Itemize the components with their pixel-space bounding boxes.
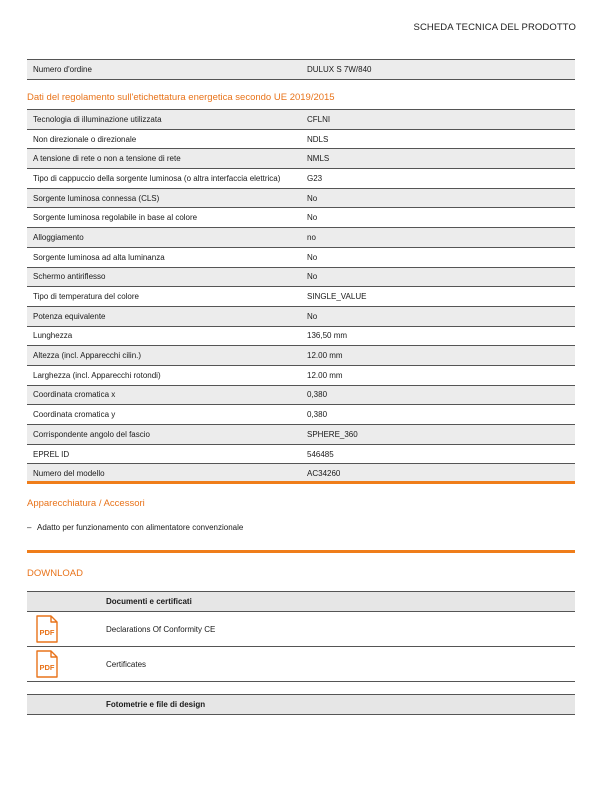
spec-row (27, 268, 575, 288)
spec-label: Potenza equivalente (33, 311, 106, 321)
order-number-label: Numero d'ordine (33, 64, 92, 74)
spec-value: NDLS (307, 134, 329, 144)
spec-label: Sorgente luminosa regolabile in base al colore (33, 213, 198, 223)
section-divider (27, 550, 575, 553)
spec-row (27, 445, 575, 465)
spec-value: 546485 (307, 449, 334, 459)
accessory-item-text: Adatto per funzionamento con alimentatore convenzionale (37, 523, 244, 532)
pdf-icon-label: PDF (39, 628, 55, 637)
photometry-header-label: Fotometrie e file di design (106, 700, 206, 709)
download-file-row[interactable] (27, 647, 575, 682)
spec-value: SINGLE_VALUE (307, 292, 367, 302)
spec-label: Numero del modello (33, 469, 105, 479)
spec-value: No (307, 311, 318, 321)
spec-value: 0,380 (307, 390, 328, 400)
spec-row (27, 169, 575, 189)
spec-row (27, 208, 575, 228)
accessories-title: Apparecchiatura / Accessori (27, 498, 145, 509)
order-number-value: DULUX S 7W/840 (307, 64, 372, 74)
photometry-header (27, 695, 575, 715)
download-file-name[interactable]: Declarations Of Conformity CE (106, 624, 216, 634)
spec-value: CFLNI (307, 114, 331, 124)
spec-value: 12.00 mm (307, 370, 343, 380)
spec-value: SPHERE_360 (307, 429, 358, 439)
order-number-table (27, 59, 575, 80)
spec-row (27, 110, 575, 130)
page-title: SCHEDA TECNICA DEL PRODOTTO (413, 22, 576, 33)
spec-label: Alloggiamento (33, 232, 84, 242)
pdf-icon-label: PDF (39, 663, 55, 672)
spec-value: AC34260 (307, 469, 341, 479)
spec-label: Non direzionale o direzionale (33, 134, 137, 144)
energy-spec-table (27, 109, 575, 484)
spec-label: A tensione di rete o non a tensione di rete (33, 154, 181, 164)
spec-value: 12.00 mm (307, 351, 343, 361)
spec-label: Coordinata cromatica x (33, 390, 116, 400)
download-file-name[interactable]: Certificates (106, 659, 147, 669)
spec-row (27, 386, 575, 406)
download-file-row[interactable] (27, 612, 575, 647)
spec-value: 136,50 mm (307, 331, 348, 341)
accessory-item (27, 523, 243, 532)
spec-row (27, 346, 575, 366)
documents-header-label: Documenti e certificati (106, 597, 192, 606)
section-divider (27, 481, 575, 484)
spec-label: Tipo di cappuccio della sorgente luminosa (o altra interfaccia elettrica) (33, 173, 281, 183)
spec-row (27, 405, 575, 425)
spec-label: Larghezza (incl. Apparecchi rotondi) (33, 370, 161, 380)
spec-value: NMLS (307, 154, 330, 164)
spec-label: Sorgente luminosa ad alta luminanza (33, 252, 165, 262)
spec-label: Tecnologia di illuminazione utilizzata (33, 114, 162, 124)
spec-row (27, 425, 575, 445)
spec-row (27, 189, 575, 209)
spec-label: Lunghezza (33, 331, 73, 341)
spec-label: Coordinata cromatica y (33, 410, 116, 420)
spec-row (27, 287, 575, 307)
spec-value: G23 (307, 173, 323, 183)
spec-value: No (307, 272, 318, 282)
spec-value: No (307, 193, 318, 203)
spec-row (27, 327, 575, 347)
spec-label: Sorgente luminosa connessa (CLS) (33, 193, 160, 203)
spec-row (27, 248, 575, 268)
bullet-dash: – (27, 523, 32, 532)
table-spacer (27, 682, 575, 695)
documents-header (27, 591, 575, 612)
spec-label: Corrispondente angolo del fascio (33, 429, 150, 439)
spec-row (27, 130, 575, 150)
order-number-row (27, 60, 575, 80)
spec-value: 0,380 (307, 410, 328, 420)
spec-value: No (307, 213, 318, 223)
spec-label: Altezza (incl. Apparecchi cilin.) (33, 351, 142, 361)
download-table (27, 591, 575, 715)
spec-value: no (307, 232, 316, 242)
spec-row (27, 149, 575, 169)
spec-label: Schermo antiriflesso (33, 272, 106, 282)
spec-row (27, 228, 575, 248)
pdf-file-icon[interactable] (35, 615, 59, 643)
spec-label: Tipo di temperatura del colore (33, 292, 139, 302)
download-title: DOWNLOAD (27, 568, 83, 579)
spec-row (27, 307, 575, 327)
energy-section-title: Dati del regolamento sull'etichettatura energetica secondo UE 2019/2015 (27, 92, 335, 103)
spec-value: No (307, 252, 318, 262)
spec-label: EPREL ID (33, 449, 70, 459)
pdf-file-icon[interactable] (35, 650, 59, 678)
spec-row (27, 366, 575, 386)
